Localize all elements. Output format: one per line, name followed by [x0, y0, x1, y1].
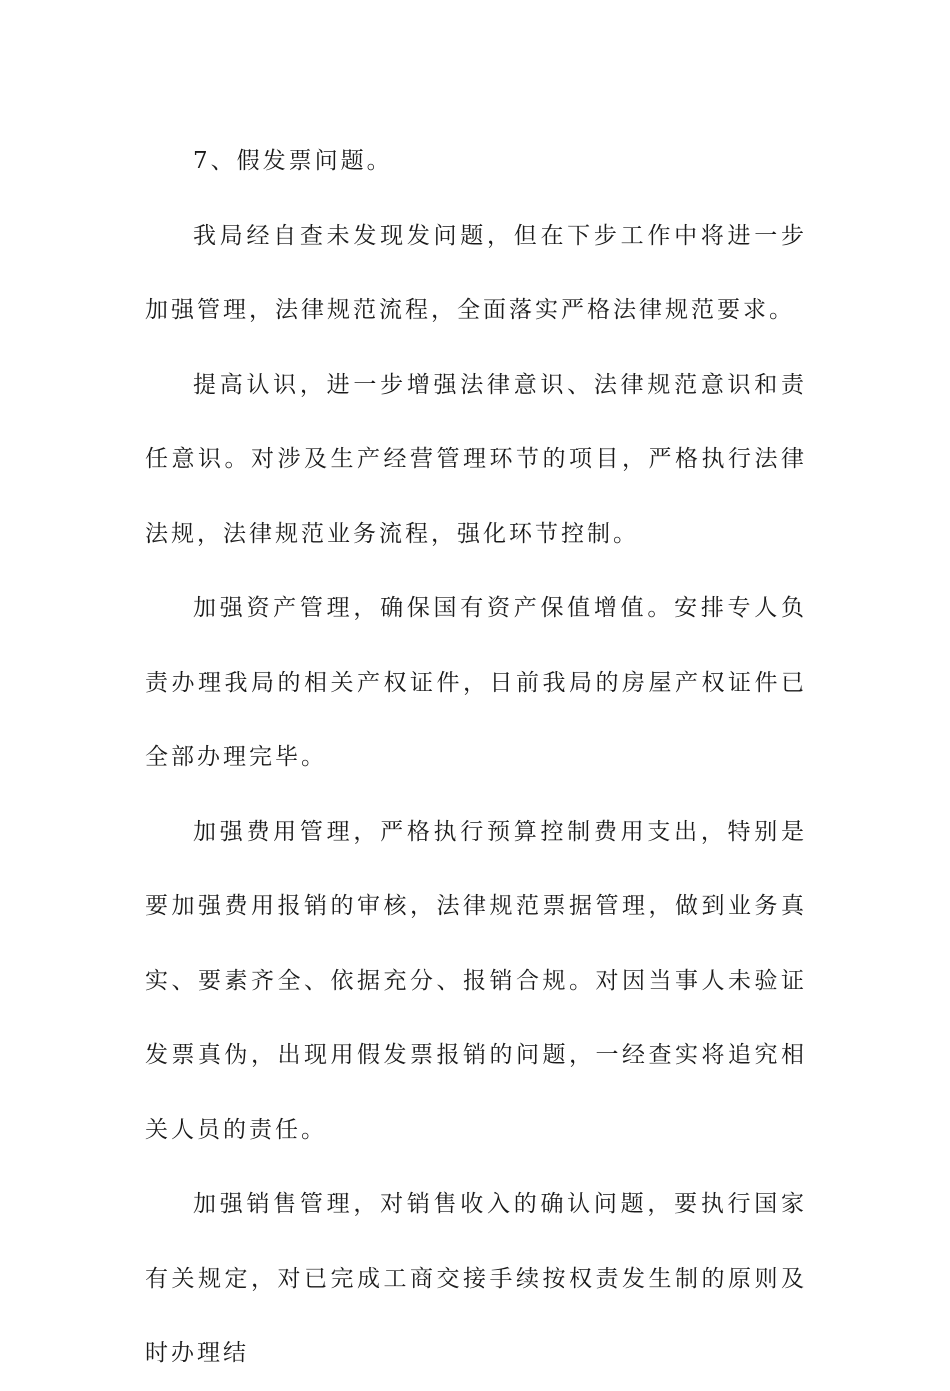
- paragraph-raise-awareness: 提高认识，进一步增强法律意识、法律规范意识和责任意识。对涉及生产经营管理环节的项目，严格执行法律法规，法律规范业务流程，强化环节控制。: [145, 371, 807, 547]
- paragraph-asset-management: 加强资产管理，确保国有资产保值增值。安排专人负责办理我局的相关产权证件，日前我局的房屋产权证件已全部办理完毕。: [145, 595, 807, 770]
- paragraph-false-invoice-heading: 7、假发票问题。: [193, 148, 393, 174]
- document-body: [145, 124, 807, 1391]
- paragraph-expense-management: 加强费用管理，严格执行预算控制费用支出，特别是要加强费用报销的审核，法律规范票据管理，做到业务真实、要素齐全、依据充分、报销合规。对因当事人未验证发票真伪，出现用假发票报销的问题，一经查实将追究相关人员的责任。: [145, 818, 807, 1143]
- paragraph-self-inspection: 我局经自查未发现发问题，但在下步工作中将进一步加强管理，法律规范流程，全面落实严格法律规范要求。: [145, 222, 807, 323]
- paragraph-sales-management: 加强销售管理，对销售收入的确认问题，要执行国家有关规定，对已完成工商交接手续按权责发生制的原则及时办理结: [145, 1191, 807, 1366]
